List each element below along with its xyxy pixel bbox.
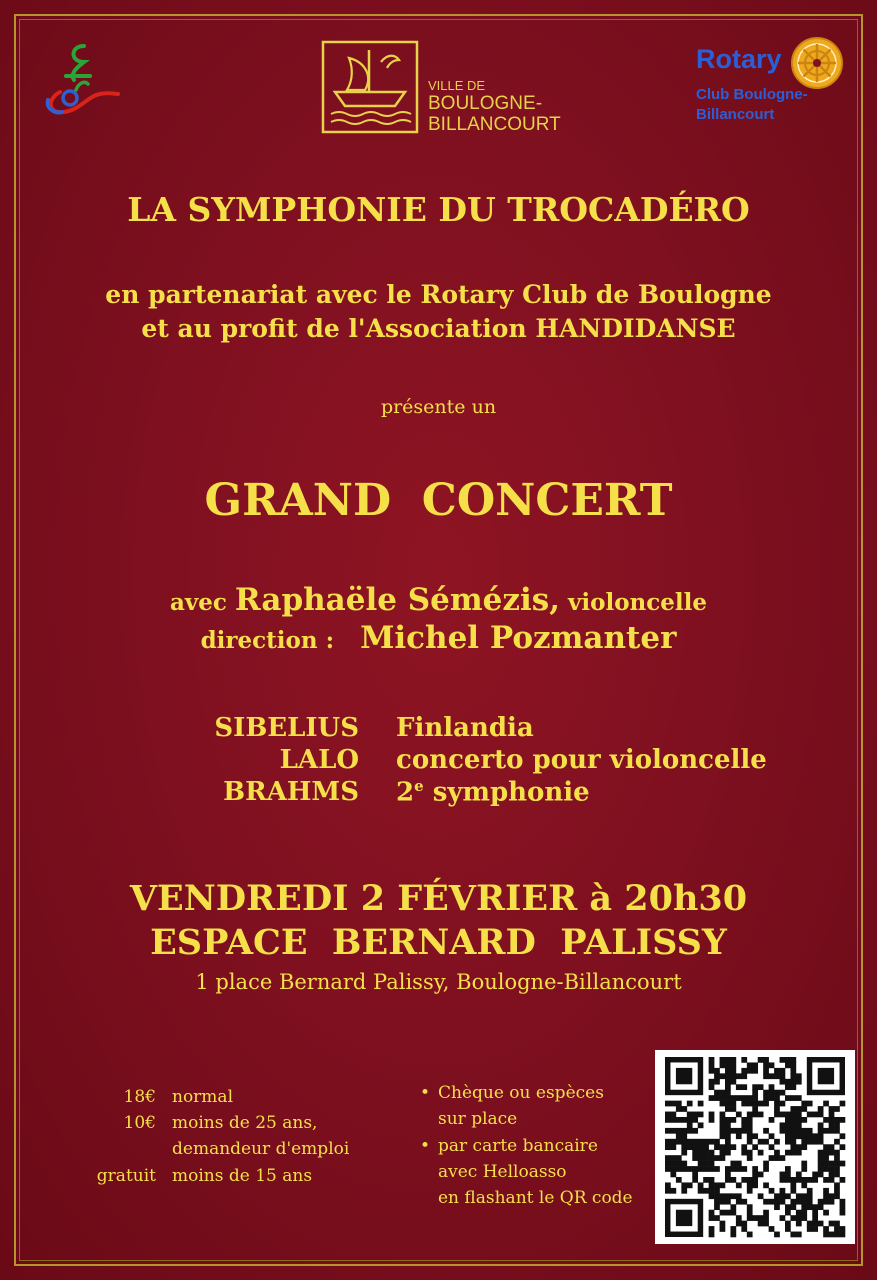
payment-bullet: • — [420, 1083, 431, 1103]
boulogne-ship-emblem-icon — [321, 40, 419, 134]
program-work: Finlandia — [396, 713, 534, 743]
presents-text: présente un — [380, 396, 497, 418]
handidanse-logo-icon — [40, 40, 122, 120]
program-work — [396, 777, 590, 808]
partnership-line1: en partenariat avec le Rotary Club de Boulogne — [105, 280, 772, 309]
rotary-logo-word: Rotary — [696, 44, 782, 74]
price-value: 10€ — [123, 1113, 156, 1133]
program-work: concerto pour violoncelle — [396, 745, 767, 775]
payment-item2-line3: en flashant le QR code — [438, 1188, 633, 1208]
price-description-2: demandeur d'emploi — [172, 1139, 350, 1159]
program-composer: SIBELIUS — [214, 713, 359, 743]
program-composer: LALO — [279, 745, 359, 775]
city-logo-line3: BILLANCOURT — [428, 114, 561, 135]
soloist-instrument: violoncelle — [560, 589, 708, 616]
conductor-prefix: direction : — [200, 627, 335, 654]
city-logo-line2: BOULOGNE- — [428, 93, 543, 114]
price-value: 18€ — [123, 1087, 156, 1107]
venue-address: 1 place Bernard Palissy, Boulogne-Billancourt — [195, 970, 682, 994]
price-description: moins de 25 ans, — [172, 1113, 318, 1133]
payment-item1-line2: sur place — [438, 1109, 518, 1129]
payment-bullet: • — [420, 1136, 431, 1156]
rotary-logo-line2: Billancourt — [696, 106, 775, 123]
soloist-name: Raphaële Sémézis, — [234, 582, 561, 618]
partnership-line2: et au profit de l'Association HANDIDANSE — [141, 314, 736, 343]
orchestra-title: LA SYMPHONIE DU TROCADÉRO — [127, 190, 750, 229]
payment-item1-line1: Chèque ou espèces — [438, 1083, 604, 1103]
soloist-prefix: avec — [169, 589, 235, 616]
work-rest: symphonie — [423, 777, 590, 808]
city-logo-line1: VILLE DE — [428, 78, 486, 93]
rotary-wheel-icon — [789, 35, 845, 91]
payment-item2-line1: par carte bancaire — [438, 1136, 598, 1156]
program-composer: BRAHMS — [223, 777, 359, 807]
payment-item2-line2: avec Helloasso — [438, 1162, 567, 1182]
conductor-name: Michel Pozmanter — [360, 620, 677, 656]
price-description: moins de 15 ans — [172, 1166, 313, 1186]
soloist-line — [0, 582, 877, 618]
event-title: GRAND CONCERT — [204, 475, 673, 526]
work-number: 2 — [396, 777, 415, 808]
price-value: gratuit — [96, 1166, 156, 1186]
rotary-logo-line1: Club Boulogne- — [696, 86, 808, 103]
conductor-line — [0, 620, 877, 656]
venue-name: ESPACE BERNARD PALISSY — [150, 922, 727, 963]
price-description: normal — [172, 1087, 234, 1107]
date-time-line: VENDREDI 2 FÉVRIER à 20h30 — [129, 878, 748, 919]
work-superscript: e — [414, 777, 424, 795]
qr-code-icon[interactable] — [655, 1050, 855, 1244]
